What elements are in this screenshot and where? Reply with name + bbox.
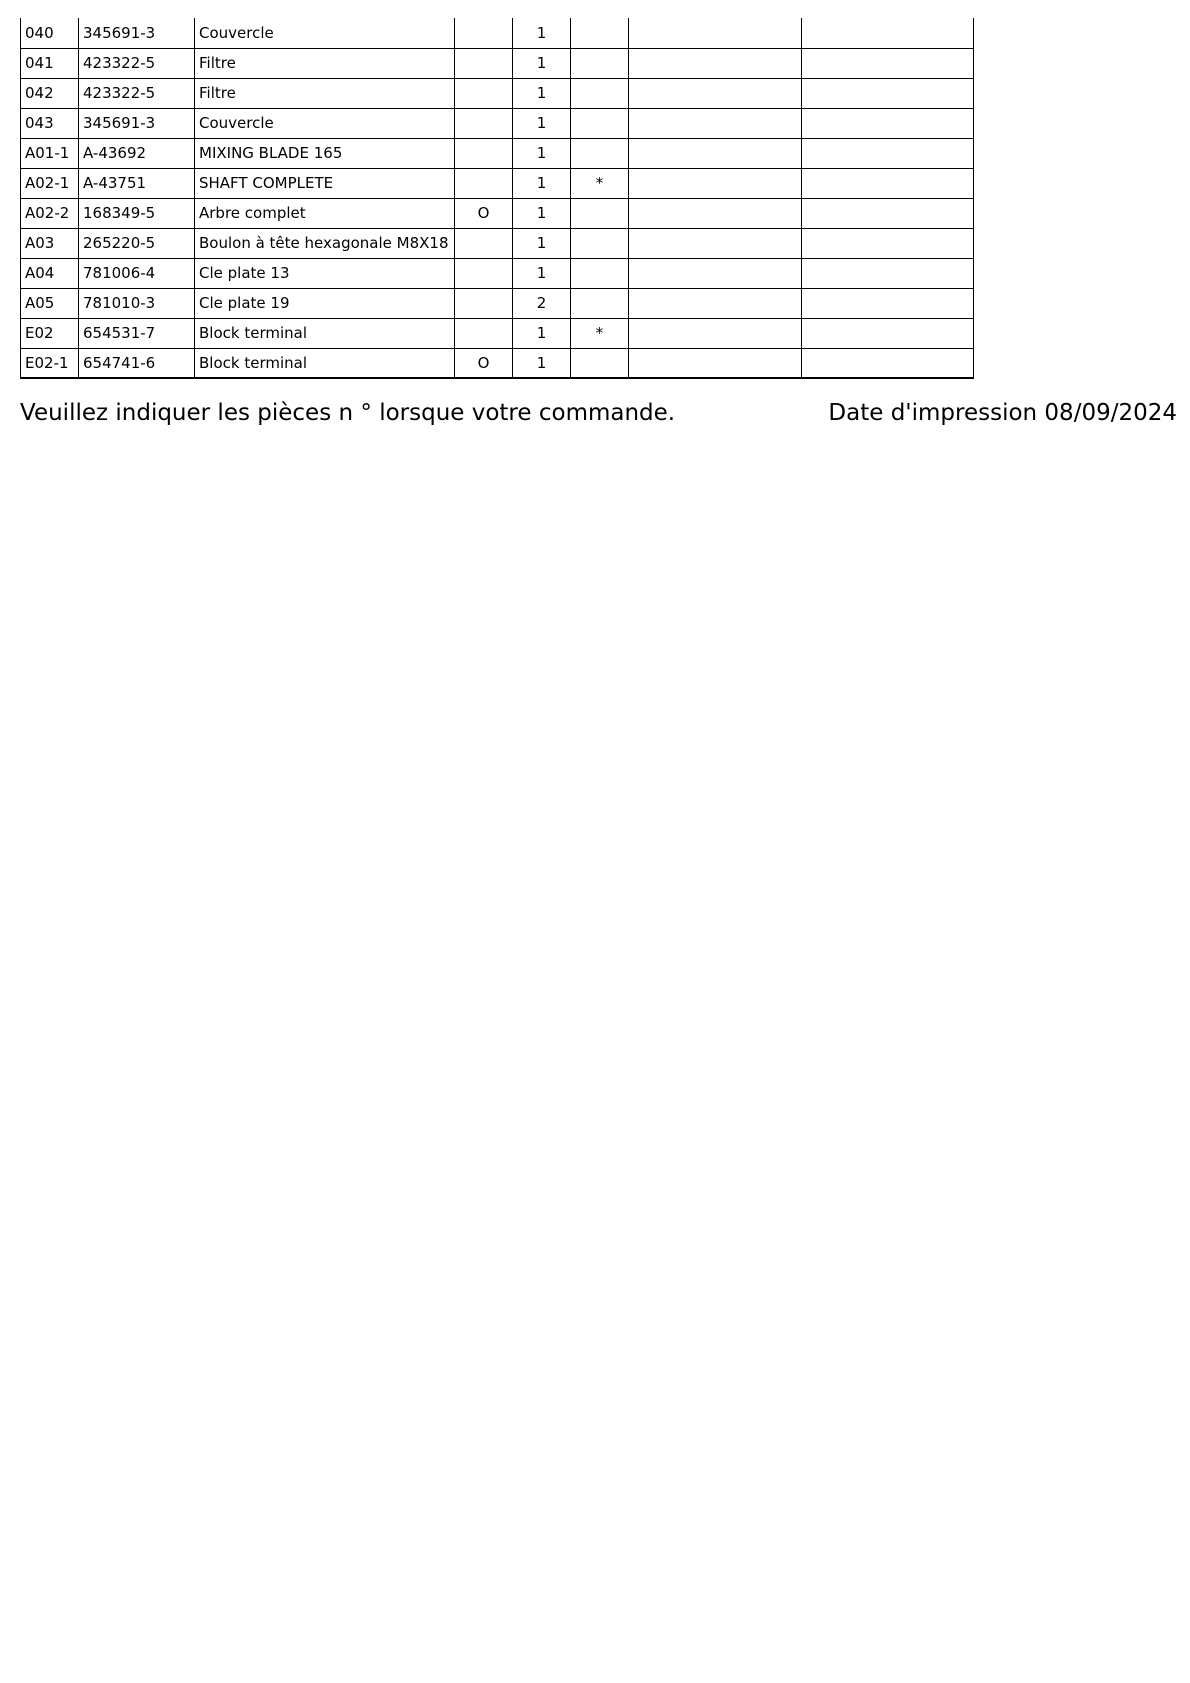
cell-empty — [629, 108, 802, 138]
parts-table — [20, 18, 974, 379]
cell-empty — [629, 258, 802, 288]
cell-note: * — [571, 318, 629, 348]
cell-empty — [802, 168, 974, 198]
cell-empty — [802, 318, 974, 348]
table-row — [21, 348, 974, 378]
cell-part-number: 781010-3 — [79, 288, 195, 318]
table-row — [21, 258, 974, 288]
table-row — [21, 108, 974, 138]
cell-ref: A05 — [21, 288, 79, 318]
cell-part-number: 345691-3 — [79, 108, 195, 138]
cell-mark — [455, 228, 513, 258]
cell-note — [571, 138, 629, 168]
cell-note — [571, 228, 629, 258]
cell-empty — [629, 348, 802, 378]
cell-empty — [629, 138, 802, 168]
cell-mark — [455, 108, 513, 138]
cell-part-number: 168349-5 — [79, 198, 195, 228]
cell-description: Block terminal — [195, 318, 455, 348]
cell-empty — [629, 318, 802, 348]
cell-empty — [802, 228, 974, 258]
cell-empty — [802, 138, 974, 168]
cell-quantity: 1 — [513, 198, 571, 228]
cell-description: Arbre complet — [195, 198, 455, 228]
cell-note — [571, 108, 629, 138]
cell-quantity: 1 — [513, 258, 571, 288]
cell-mark — [455, 78, 513, 108]
cell-part-number: 654741-6 — [79, 348, 195, 378]
cell-empty — [802, 108, 974, 138]
cell-empty — [629, 78, 802, 108]
cell-quantity: 2 — [513, 288, 571, 318]
cell-quantity: 1 — [513, 168, 571, 198]
cell-description: Couvercle — [195, 18, 455, 48]
cell-empty — [802, 198, 974, 228]
cell-quantity: 1 — [513, 108, 571, 138]
cell-ref: 040 — [21, 18, 79, 48]
cell-ref: 042 — [21, 78, 79, 108]
cell-note — [571, 198, 629, 228]
cell-ref: 043 — [21, 108, 79, 138]
cell-ref: A02-1 — [21, 168, 79, 198]
table-row — [21, 288, 974, 318]
cell-empty — [629, 48, 802, 78]
cell-empty — [629, 288, 802, 318]
cell-ref: A04 — [21, 258, 79, 288]
parts-table-body — [21, 18, 974, 378]
table-row — [21, 168, 974, 198]
cell-note: * — [571, 168, 629, 198]
cell-part-number: 423322-5 — [79, 78, 195, 108]
table-row — [21, 198, 974, 228]
order-instruction: Veuillez indiquer les pièces n ° lorsque votre commande. — [20, 400, 676, 426]
cell-empty — [802, 18, 974, 48]
cell-empty — [802, 258, 974, 288]
cell-note — [571, 48, 629, 78]
cell-description: Block terminal — [195, 348, 455, 378]
cell-description: Cle plate 19 — [195, 288, 455, 318]
cell-ref: A01-1 — [21, 138, 79, 168]
cell-part-number: 345691-3 — [79, 18, 195, 48]
table-row — [21, 318, 974, 348]
cell-note — [571, 348, 629, 378]
cell-note — [571, 78, 629, 108]
cell-part-number: 265220-5 — [79, 228, 195, 258]
cell-empty — [629, 168, 802, 198]
cell-mark — [455, 258, 513, 288]
cell-description: MIXING BLADE 165 — [195, 138, 455, 168]
cell-empty — [802, 48, 974, 78]
cell-part-number: 654531-7 — [79, 318, 195, 348]
cell-note — [571, 258, 629, 288]
cell-mark — [455, 168, 513, 198]
cell-empty — [629, 18, 802, 48]
cell-part-number: A-43751 — [79, 168, 195, 198]
cell-empty — [629, 198, 802, 228]
cell-mark: O — [455, 348, 513, 378]
cell-part-number: 781006-4 — [79, 258, 195, 288]
cell-empty — [629, 228, 802, 258]
cell-ref: A02-2 — [21, 198, 79, 228]
cell-quantity: 1 — [513, 78, 571, 108]
cell-ref: 041 — [21, 48, 79, 78]
cell-mark — [455, 318, 513, 348]
cell-description: Cle plate 13 — [195, 258, 455, 288]
cell-mark — [455, 48, 513, 78]
cell-note — [571, 18, 629, 48]
table-row — [21, 48, 974, 78]
cell-mark — [455, 138, 513, 168]
cell-description: SHAFT COMPLETE — [195, 168, 455, 198]
cell-ref: E02-1 — [21, 348, 79, 378]
table-row — [21, 78, 974, 108]
cell-quantity: 1 — [513, 228, 571, 258]
cell-description: Couvercle — [195, 108, 455, 138]
cell-mark — [455, 288, 513, 318]
cell-description: Boulon à tête hexagonale M8X18 — [195, 228, 455, 258]
cell-empty — [802, 348, 974, 378]
cell-quantity: 1 — [513, 18, 571, 48]
print-date: Date d'impression 08/09/2024 — [828, 400, 1177, 426]
table-row — [21, 138, 974, 168]
cell-ref: E02 — [21, 318, 79, 348]
cell-ref: A03 — [21, 228, 79, 258]
cell-quantity: 1 — [513, 138, 571, 168]
cell-quantity: 1 — [513, 48, 571, 78]
cell-description: Filtre — [195, 48, 455, 78]
cell-mark — [455, 18, 513, 48]
cell-empty — [802, 78, 974, 108]
cell-note — [571, 288, 629, 318]
cell-mark: O — [455, 198, 513, 228]
cell-quantity: 1 — [513, 348, 571, 378]
cell-part-number: 423322-5 — [79, 48, 195, 78]
table-row — [21, 18, 974, 48]
cell-description: Filtre — [195, 78, 455, 108]
cell-empty — [802, 288, 974, 318]
cell-quantity: 1 — [513, 318, 571, 348]
table-row — [21, 228, 974, 258]
cell-part-number: A-43692 — [79, 138, 195, 168]
